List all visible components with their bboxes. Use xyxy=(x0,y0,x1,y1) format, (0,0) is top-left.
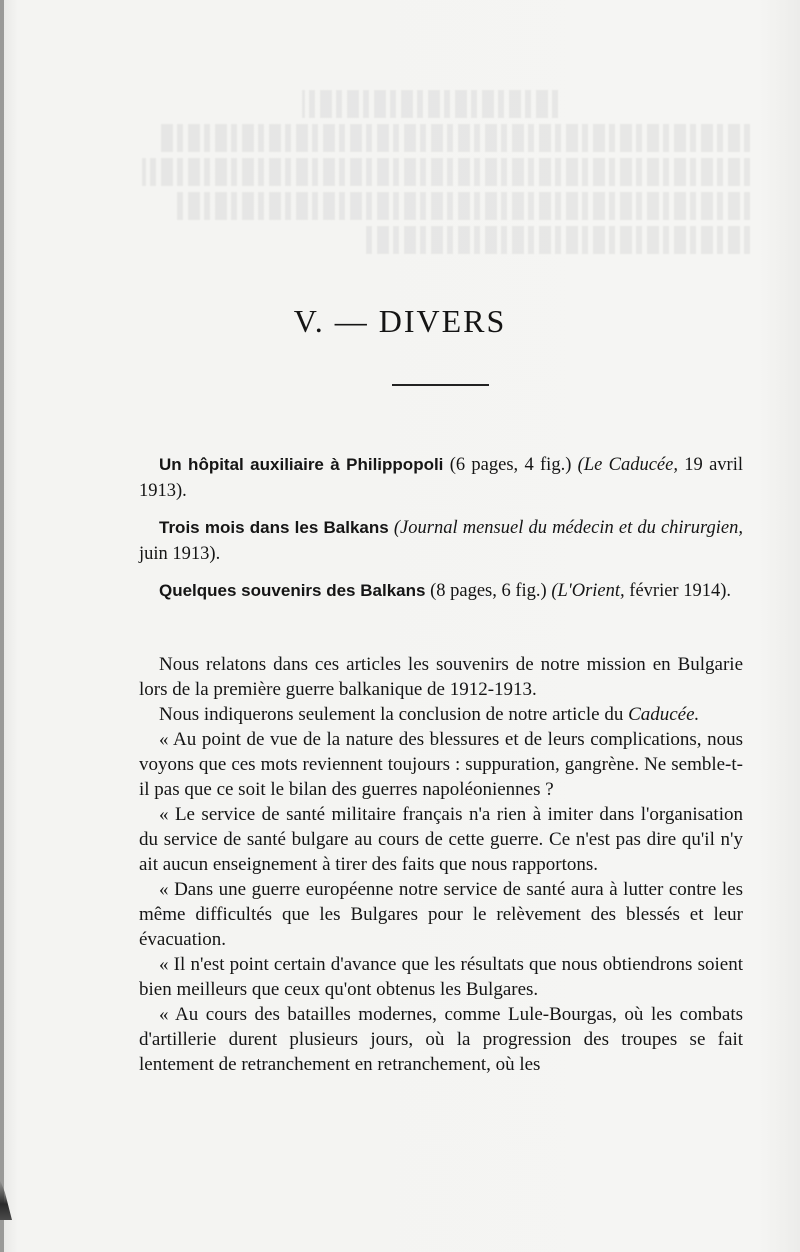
reference-title: Un hôpital auxiliaire à Philippopoli xyxy=(159,455,444,474)
reference-details: (8 pages, 6 fig.) xyxy=(425,581,552,601)
paragraph: « Le service de santé militaire français n'a rien à imiter dans l'organisation du service de santé bulgare au cours de cette guerre. Ce n'est pas dire qu'il n'y ait aucun enseignement à tirer des faits que nous rapportons. xyxy=(139,804,743,875)
reference-list xyxy=(139,452,743,615)
page-corner-shadow xyxy=(0,1180,12,1220)
paragraph: « Au cours des batailles modernes, comme Lule-Bourgas, où les combats d'artillerie durent plusieurs jours, où la progression des troupes se fait lentement de retranchement en retranchement, où les xyxy=(139,1004,743,1075)
paragraph-italic: Caducée. xyxy=(628,704,700,725)
reference-date: février 1914). xyxy=(624,581,732,601)
reference-item xyxy=(139,578,743,604)
reference-details: (6 pages, 4 fig.) xyxy=(443,455,578,475)
paragraph xyxy=(139,702,743,727)
reference-source: (Journal mensuel du médecin et du chirurgien, xyxy=(393,518,744,538)
bleed-through-text xyxy=(110,90,750,290)
title-divider xyxy=(392,384,489,386)
paragraph: « Il n'est point certain d'avance que les résultats que nous obtiendrons soient bien meilleurs que ceux qu'ont obtenus les Bulgares. xyxy=(139,954,743,1000)
reference-item xyxy=(139,452,743,504)
body-text xyxy=(139,652,743,1077)
paragraph: « Au point de vue de la nature des blessures et de leurs complications, nous voyons que ces mots reviennent toujours : suppuration, gangrène. Ne semble-t-il pas que ce soit le bilan des guerres napoléoniennes ? xyxy=(139,729,743,800)
page-edge xyxy=(0,0,4,1252)
reference-source: (Le Caducée, xyxy=(577,455,678,475)
reference-item xyxy=(139,515,743,567)
paragraph: « Dans une guerre européenne notre service de santé aura à lutter contre les même difficultés que les Bulgares pour le relèvement des blessés et leur évacuation. xyxy=(139,879,743,950)
reference-source: (L'Orient, xyxy=(551,581,625,601)
paragraph-text: Nous indiquerons seulement la conclusion de notre article du xyxy=(159,704,629,725)
reference-date: 19 avril 1913). xyxy=(139,455,743,501)
reference-date: juin 1913). xyxy=(139,544,221,564)
section-title: V. — DIVERS xyxy=(293,303,507,339)
reference-title: Quelques souvenirs des Balkans xyxy=(159,581,426,600)
paragraph: Nous relatons dans ces articles les souvenirs de notre mission en Bulgarie lors de la première guerre balkanique de 1912-1913. xyxy=(139,654,743,700)
reference-title: Trois mois dans les Balkans xyxy=(159,518,389,537)
